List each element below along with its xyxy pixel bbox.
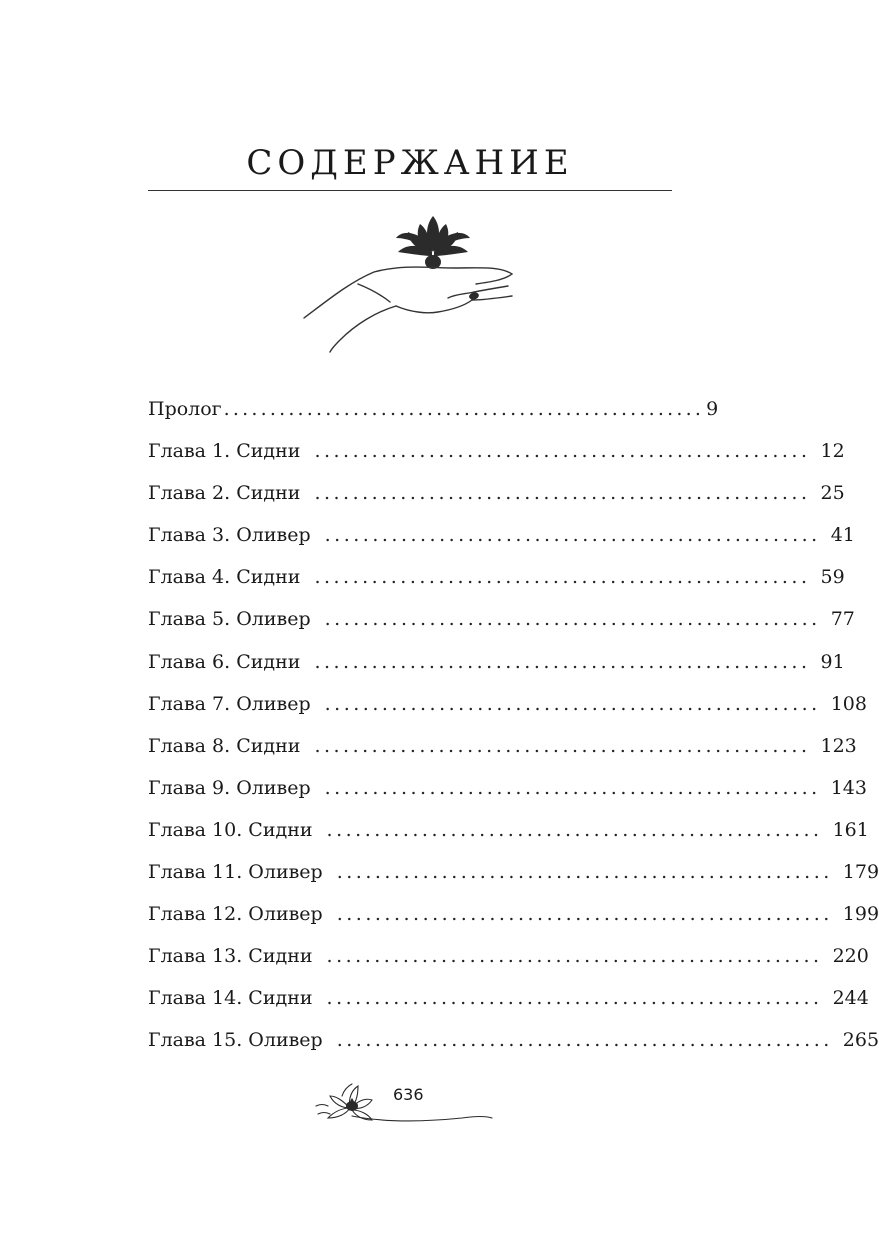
- toc-entry: [148, 603, 855, 645]
- toc-entry-page: 123: [820, 734, 857, 757]
- toc-entry-title: Глава 2. Сидни: [148, 482, 301, 505]
- dot-leader: ....................................................: [324, 524, 821, 547]
- toc-entry-title: Глава 13. Сидни: [148, 945, 313, 968]
- toc-entry: [148, 940, 869, 982]
- toc-entry-title: Глава 12. Оливер: [148, 903, 323, 926]
- toc-entry-page: 265: [842, 1029, 879, 1052]
- toc-entry: [148, 688, 867, 730]
- table-of-contents: [148, 393, 879, 1067]
- toc-entry: [148, 982, 869, 1024]
- toc-entry-title: Глава 4. Сидни: [148, 566, 301, 589]
- toc-entry-title: Глава 1. Сидни: [148, 440, 301, 463]
- toc-entry-page: 25: [820, 482, 845, 505]
- toc-entry-page: 143: [830, 776, 867, 799]
- page-title: СОДЕРЖАНИЕ: [246, 143, 574, 183]
- toc-entry-title: Глава 11. Оливер: [148, 861, 323, 884]
- toc-entry-page: 161: [832, 818, 869, 841]
- lotus-on-hand-icon: [298, 208, 522, 358]
- dot-leader: ....................................................: [336, 861, 833, 884]
- dot-leader: ....................................................: [326, 987, 823, 1010]
- toc-entry-page: 59: [820, 566, 845, 589]
- page-number: 636: [393, 1085, 424, 1104]
- toc-entry-title: Глава 7. Оливер: [148, 692, 311, 715]
- toc-entry: [148, 898, 879, 940]
- toc-entry: [148, 814, 869, 856]
- dot-leader: ....................................................: [326, 945, 823, 968]
- toc-entry: [148, 772, 867, 814]
- toc-entry-page: 244: [832, 987, 869, 1010]
- toc-entry-title: Глава 6. Сидни: [148, 650, 301, 673]
- toc-entry: [148, 435, 845, 477]
- toc-entry-page: 220: [832, 945, 869, 968]
- toc-entry: [148, 561, 845, 603]
- toc-entry-title: Глава 15. Оливер: [148, 1029, 323, 1052]
- dot-leader: ....................................................: [324, 608, 821, 631]
- toc-entry-page: 12: [820, 440, 845, 463]
- dot-leader: ....................................................: [314, 482, 811, 505]
- toc-entry-title: Глава 14. Сидни: [148, 987, 313, 1010]
- toc-entry: [148, 646, 845, 688]
- toc-entry-title: Глава 3. Оливер: [148, 524, 311, 547]
- toc-entry-page: 41: [830, 524, 855, 547]
- toc-entry-title: Пролог: [148, 398, 222, 420]
- dot-leader: ....................................................: [314, 440, 811, 463]
- toc-entry-page: 108: [830, 692, 867, 715]
- toc-entry-title: Глава 10. Сидни: [148, 818, 313, 841]
- toc-entry: [148, 856, 879, 898]
- title-divider: [148, 190, 672, 191]
- toc-entry-page: 91: [820, 650, 845, 673]
- toc-entry-title: Глава 8. Сидни: [148, 734, 301, 757]
- dot-leader: ....................................................: [324, 776, 821, 799]
- toc-entry: [148, 730, 857, 772]
- toc-entry: [148, 1024, 879, 1066]
- dot-leader: ....................................................: [314, 566, 811, 589]
- toc-entry-page: 9: [706, 398, 719, 420]
- toc-entry-page: 77: [830, 608, 855, 631]
- dot-leader: ....................................................: [223, 398, 705, 420]
- dot-leader: ....................................................: [336, 903, 833, 926]
- toc-entry-title: Глава 5. Оливер: [148, 608, 311, 631]
- dot-leader: ....................................................: [314, 650, 811, 673]
- dot-leader: ....................................................: [314, 734, 811, 757]
- toc-entry: [148, 393, 719, 435]
- toc-entry-page: 199: [842, 903, 879, 926]
- toc-entry: [148, 477, 845, 519]
- toc-entry-page: 179: [842, 861, 879, 884]
- dot-leader: ....................................................: [336, 1029, 833, 1052]
- dot-leader: ....................................................: [326, 818, 823, 841]
- toc-entry: [148, 519, 855, 561]
- toc-entry-title: Глава 9. Оливер: [148, 776, 311, 799]
- dot-leader: ....................................................: [324, 692, 821, 715]
